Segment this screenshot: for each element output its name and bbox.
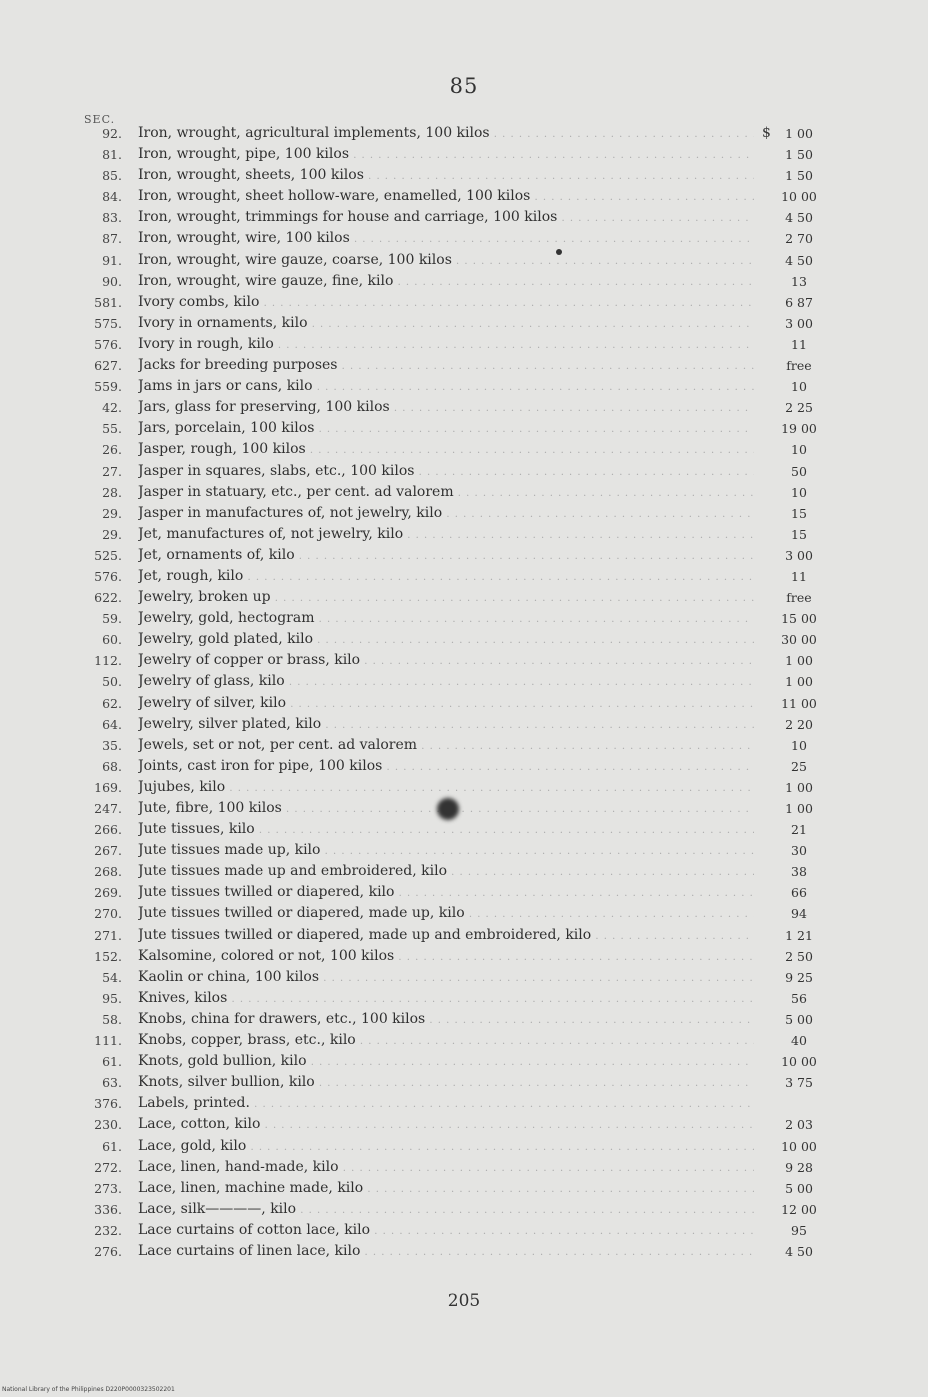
tariff-entry-row [0, 186, 928, 207]
section-column-header: SEC. [84, 113, 116, 126]
section-number: 61. [102, 1138, 122, 1154]
item-description: Jams in jars or cans, kilo . . . [138, 376, 754, 398]
tariff-entry-row [0, 1199, 928, 1220]
tariff-entry-row [0, 1072, 928, 1093]
duty-value: 40 [791, 1033, 807, 1049]
page-number-bottom: 205 [447, 1291, 481, 1311]
item-description: Iron, wrought, sheet hollow-ware, enamelled, 100 kilos . . . [138, 186, 754, 208]
duty-value: 50 [791, 463, 807, 479]
section-number: 64. [102, 716, 122, 732]
section-number: 68. [102, 758, 122, 774]
item-description: Jute tissues twilled or diapered, made up and embroidered, kilo . . . [138, 925, 754, 947]
item-description: Jute tissues made up, kilo . . . [138, 840, 754, 862]
duty-value: 11 00 [781, 695, 817, 711]
item-description: Ivory in ornaments, kilo . . . [138, 313, 754, 335]
tariff-entry-row [0, 334, 928, 355]
duty-value: 1 00 [785, 126, 813, 141]
section-number: 50. [102, 674, 122, 690]
item-description: Ivory in rough, kilo . . . [138, 334, 754, 356]
section-number: 622. [94, 590, 122, 606]
item-description: Jewelry of silver, kilo . . . [138, 693, 754, 715]
tariff-entry-row [0, 1241, 928, 1262]
ink-blot [556, 249, 562, 255]
item-description: Iron, wrought, trimmings for house and carriage, 100 kilos . . . [138, 207, 754, 229]
section-number: 81. [102, 147, 122, 163]
tariff-entry-row [0, 524, 928, 545]
section-number: 29. [102, 505, 122, 521]
section-number: 55. [102, 421, 122, 437]
duty-value: 2 25 [785, 400, 813, 416]
tariff-entry-list [0, 123, 928, 1262]
item-description: Jasper in manufactures of, not jewelry, kilo . . . [138, 503, 754, 525]
duty-value: 15 00 [781, 611, 817, 627]
duty-value: 15 [791, 526, 807, 542]
duty-value: 95 [791, 1222, 807, 1238]
duty-value: 9 25 [785, 969, 813, 985]
duty-value: 30 [791, 843, 807, 859]
section-number: 95. [102, 990, 122, 1006]
tariff-entry-row [0, 439, 928, 460]
duty-value: 1 00 [785, 653, 813, 669]
item-description: Jewelry of glass, kilo . . . [138, 671, 754, 693]
duty-value: 38 [791, 864, 807, 880]
duty-value: 1 21 [785, 927, 813, 943]
item-description: Knots, gold bullion, kilo . . . [138, 1051, 754, 1073]
tariff-entry-row [0, 671, 928, 692]
tariff-entry-row [0, 271, 928, 292]
duty-value: 10 [791, 484, 807, 500]
item-description: Lace, linen, hand-made, kilo . . . [138, 1157, 754, 1179]
tariff-entry-row [0, 840, 928, 861]
duty-value: 94 [791, 906, 807, 922]
item-description: Jewelry, gold, hectogram . . . [138, 608, 754, 630]
section-number: 62. [102, 695, 122, 711]
duty-value: 21 [791, 822, 807, 838]
tariff-entry-row [0, 608, 928, 629]
tariff-entry-row [0, 1051, 928, 1072]
tariff-entry-row [0, 355, 928, 376]
duty-value: 6 87 [785, 294, 813, 310]
duty-value: free [786, 358, 812, 374]
section-number: 247. [94, 801, 122, 816]
section-number: 581. [94, 294, 122, 310]
duty-value: 19 00 [781, 421, 817, 437]
tariff-entry-row [0, 1136, 928, 1157]
item-description: Ivory combs, kilo . . . [138, 292, 754, 314]
tariff-entry-row [0, 967, 928, 988]
duty-value: 1 00 [785, 674, 813, 690]
section-number: 232. [94, 1222, 122, 1238]
tariff-entry-row [0, 819, 928, 840]
duty-value: free [786, 590, 812, 606]
section-number: 111. [94, 1033, 122, 1049]
item-description: Jasper, rough, 100 kilos . . . [138, 439, 754, 461]
duty-value: 4 50 [785, 1243, 813, 1259]
duty-value: 15 [791, 505, 807, 521]
tariff-entry-row [0, 123, 928, 144]
duty-value: 5 00 [785, 1011, 813, 1027]
tariff-entry-row [0, 798, 928, 819]
section-number: 90. [102, 273, 122, 289]
duty-value: 4 50 [785, 210, 813, 226]
item-description: Joints, cast iron for pipe, 100 kilos . . . [138, 756, 754, 778]
tariff-entry-row [0, 1157, 928, 1178]
tariff-entry-row [0, 777, 928, 798]
section-number: 54. [102, 969, 122, 985]
section-number: 85. [102, 168, 122, 184]
duty-value: 10 [791, 737, 807, 753]
section-number: 26. [102, 442, 122, 458]
tariff-entry-row [0, 735, 928, 756]
tariff-entry-row [0, 144, 928, 165]
item-description: Knots, silver bullion, kilo . . . [138, 1072, 754, 1094]
section-number: 58. [102, 1011, 122, 1027]
item-description: Knives, kilos . . . [138, 988, 754, 1010]
duty-value: 13 [791, 273, 807, 289]
duty-value: 4 50 [785, 252, 813, 268]
section-number: 152. [94, 948, 122, 964]
section-number: 576. [94, 336, 122, 352]
tariff-entry-row [0, 250, 928, 271]
section-number: 42. [102, 400, 122, 416]
tariff-entry-row [0, 207, 928, 228]
section-number: 60. [102, 632, 122, 648]
item-description: Jasper in statuary, etc., per cent. ad valorem . . . [138, 482, 754, 504]
item-description: Lace, gold, kilo . . . [138, 1136, 754, 1158]
section-number: 272. [94, 1159, 122, 1175]
section-number: 270. [94, 906, 122, 922]
section-number: 63. [102, 1075, 122, 1091]
item-description: Jewelry, gold plated, kilo . . . [138, 629, 754, 651]
tariff-entry-row [0, 946, 928, 967]
item-description: Jet, rough, kilo . . . [138, 566, 754, 588]
section-number: 268. [94, 864, 122, 880]
tariff-entry-row [0, 861, 928, 882]
tariff-entry-row [0, 903, 928, 924]
tariff-entry-row [0, 629, 928, 650]
item-description: Labels, printed. . . . [138, 1093, 754, 1115]
duty-value: 2 70 [785, 231, 813, 247]
item-description: Jet, ornaments of, kilo . . . [138, 545, 754, 567]
duty-value: 10 00 [781, 1054, 817, 1070]
item-description: Jacks for breeding purposes . . . [138, 355, 754, 377]
section-number: 576. [94, 568, 122, 584]
tariff-entry-row [0, 545, 928, 566]
duty-value: 2 50 [785, 948, 813, 964]
item-description: Kalsomine, colored or not, 100 kilos . . . [138, 946, 754, 968]
tariff-entry-row [0, 650, 928, 671]
section-number: 559. [94, 379, 122, 395]
item-description: Jute, fibre, 100 kilos . . . [138, 798, 754, 820]
item-description: Jet, manufactures of, not jewelry, kilo . . . [138, 524, 754, 546]
tariff-entry-row [0, 1030, 928, 1051]
tariff-entry-row [0, 461, 928, 482]
tariff-entry-row [0, 482, 928, 503]
section-number: 29. [102, 526, 122, 542]
tariff-entry-row [0, 714, 928, 735]
section-number: 276. [94, 1243, 122, 1259]
duty-value: 1 50 [785, 147, 813, 163]
item-description: Iron, wrought, agricultural implements, 100 kilos . . . [138, 123, 754, 145]
section-number: 525. [94, 547, 122, 563]
tariff-entry-row [0, 376, 928, 397]
tariff-entry-row [0, 313, 928, 334]
scan-credit-footer: National Library of the Philippines D220P0000323502201 [2, 1386, 175, 1393]
item-description: Iron, wrought, wire, 100 kilos . . . [138, 228, 754, 250]
tariff-entry-row [0, 1114, 928, 1135]
item-description: Jewelry of copper or brass, kilo . . . [138, 650, 754, 672]
item-description: Lace curtains of cotton lace, kilo . . . [138, 1220, 754, 1242]
item-description: Iron, wrought, wire gauze, fine, kilo . . . [138, 271, 754, 293]
tariff-entry-row [0, 292, 928, 313]
item-description: Jewelry, broken up . . . [138, 587, 754, 609]
item-description: Jewels, set or not, per cent. ad valorem . . . [138, 735, 754, 757]
item-description: Lace, cotton, kilo . . . [138, 1114, 754, 1136]
tariff-entry-row [0, 988, 928, 1009]
duty-value: 10 [791, 442, 807, 458]
section-number: 269. [94, 885, 122, 901]
tariff-entry-row [0, 418, 928, 439]
tariff-entry-row [0, 756, 928, 777]
item-description: Jasper in squares, slabs, etc., 100 kilos . . . [138, 461, 754, 483]
duty-value: 10 [791, 379, 807, 395]
item-description: Iron, wrought, pipe, 100 kilos . . . [138, 144, 754, 166]
duty-value: 30 00 [781, 632, 817, 648]
item-description: Jewelry, silver plated, kilo . . . [138, 714, 754, 736]
item-description: Jute tissues twilled or diapered, made up, kilo . . . [138, 903, 754, 925]
section-number: 575. [94, 315, 122, 331]
duty-value: 25 [791, 758, 807, 774]
item-description: Jujubes, kilo . . . [138, 777, 754, 799]
tariff-entry-row [0, 1093, 928, 1114]
tariff-entry-row [0, 1220, 928, 1241]
item-description: Knobs, copper, brass, etc., kilo . . . [138, 1030, 754, 1052]
section-number: 112. [94, 653, 122, 669]
duty-value: 56 [791, 990, 807, 1006]
item-description: Jute tissues made up and embroidered, kilo . . . [138, 861, 754, 883]
section-number: 169. [94, 779, 122, 795]
section-number: 273. [94, 1180, 122, 1196]
duty-value: 3 00 [785, 547, 813, 563]
tariff-entry-row [0, 228, 928, 249]
section-number: 61. [102, 1054, 122, 1070]
duty-value: 11 [791, 568, 807, 584]
section-number: 91. [102, 252, 122, 268]
tariff-entry-row [0, 587, 928, 608]
item-description: Kaolin or china, 100 kilos . . . [138, 967, 754, 989]
ink-blot [437, 798, 459, 820]
tariff-entry-row [0, 566, 928, 587]
item-description: Jars, porcelain, 100 kilos . . . [138, 418, 754, 440]
duty-value: 1 50 [785, 168, 813, 184]
item-description: Lace curtains of linen lace, kilo . . . [138, 1241, 754, 1263]
item-description: Knobs, china for drawers, etc., 100 kilos . . . [138, 1009, 754, 1031]
duty-value: 2 03 [785, 1117, 813, 1133]
section-number: 84. [102, 189, 122, 205]
section-number: 27. [102, 463, 122, 479]
section-number: 271. [94, 927, 122, 943]
section-number: 92. [102, 126, 122, 141]
tariff-entry-row [0, 503, 928, 524]
duty-value: 11 [791, 336, 807, 352]
duty-value: 12 00 [781, 1201, 817, 1217]
page-number-top: 85 [449, 74, 479, 98]
duty-value: 10 00 [781, 1138, 817, 1154]
section-number: 230. [94, 1117, 122, 1133]
item-description: Jars, glass for preserving, 100 kilos . . . [138, 397, 754, 419]
item-description: Jute tissues, kilo . . . [138, 819, 754, 841]
section-number: 376. [94, 1096, 122, 1112]
section-number: 35. [102, 737, 122, 753]
tariff-entry-row [0, 165, 928, 186]
dollar-sign: $ [762, 125, 771, 141]
duty-value: 1 00 [785, 801, 813, 816]
tariff-entry-row [0, 397, 928, 418]
item-description: Iron, wrought, sheets, 100 kilos . . . [138, 165, 754, 187]
duty-value: 3 00 [785, 315, 813, 331]
section-number: 336. [94, 1201, 122, 1217]
section-number: 267. [94, 843, 122, 859]
section-number: 627. [94, 358, 122, 374]
item-description: Lace, silk————, kilo . . . [138, 1199, 754, 1221]
duty-value: 2 20 [785, 716, 813, 732]
section-number: 83. [102, 210, 122, 226]
tariff-entry-row [0, 1178, 928, 1199]
duty-value: 5 00 [785, 1180, 813, 1196]
section-number: 28. [102, 484, 122, 500]
duty-value: 1 00 [785, 779, 813, 795]
tariff-entry-row [0, 693, 928, 714]
section-number: 266. [94, 822, 122, 838]
duty-value: 66 [791, 885, 807, 901]
tariff-entry-row [0, 882, 928, 903]
duty-value: 9 28 [785, 1159, 813, 1175]
item-description: Jute tissues twilled or diapered, kilo . . . [138, 882, 754, 904]
tariff-entry-row [0, 925, 928, 946]
section-number: 59. [102, 611, 122, 627]
tariff-entry-row [0, 1009, 928, 1030]
section-number: 87. [102, 231, 122, 247]
item-description: Lace, linen, machine made, kilo . . . [138, 1178, 754, 1200]
duty-value: 3 75 [785, 1075, 813, 1091]
item-description: Iron, wrought, wire gauze, coarse, 100 kilos . . . [138, 250, 754, 272]
duty-value: 10 00 [781, 189, 817, 205]
